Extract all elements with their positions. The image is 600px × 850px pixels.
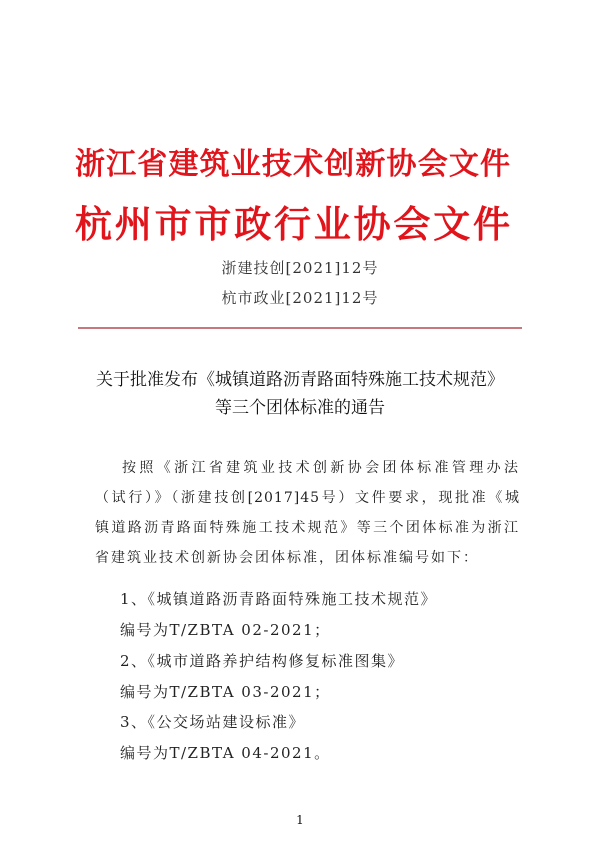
doc-number-1: 浙建技创[2021]12号 <box>221 259 379 277</box>
standard-item-2-code: 编号为T/ZBTA 03-2021； <box>120 683 331 701</box>
body-line-2: （试行）》（浙建技创[2017]45号）文件要求，现批准《城 <box>95 490 520 506</box>
notice-title-line-2: 等三个团体标准的通告 <box>215 398 385 418</box>
standard-item-3-code: 编号为T/ZBTA 04-2021。 <box>120 744 331 762</box>
body-line-1: 按照《浙江省建筑业技术创新协会团体标准管理办法 <box>122 460 520 476</box>
notice-title-line-1: 关于批准发布《城镇道路沥青路面特殊施工技术规范》 <box>96 370 504 390</box>
header-divider <box>78 327 522 329</box>
standard-item-2-name: 2、《城市道路养护结构修复标准图集》 <box>120 652 405 670</box>
page-number: 1 <box>296 813 304 827</box>
doc-number-2: 杭市政业[2021]12号 <box>221 289 379 307</box>
standard-item-3-name: 3、《公交场站建设标准》 <box>120 713 306 731</box>
standard-item-1-name: 1、《城镇道路沥青路面特殊施工技术规范》 <box>120 590 438 608</box>
body-line-3: 镇道路沥青路面特殊施工技术规范》等三个团体标准为浙江 <box>95 520 520 536</box>
standard-item-1-code: 编号为T/ZBTA 02-2021； <box>120 621 331 639</box>
issuer-line-2: 杭州市市政行业协会文件 <box>75 203 510 246</box>
body-line-4: 省建筑业技术创新协会团体标准，团体标准编号如下： <box>95 550 479 566</box>
issuer-line-1: 浙江省建筑业技术创新协会文件 <box>75 147 510 182</box>
